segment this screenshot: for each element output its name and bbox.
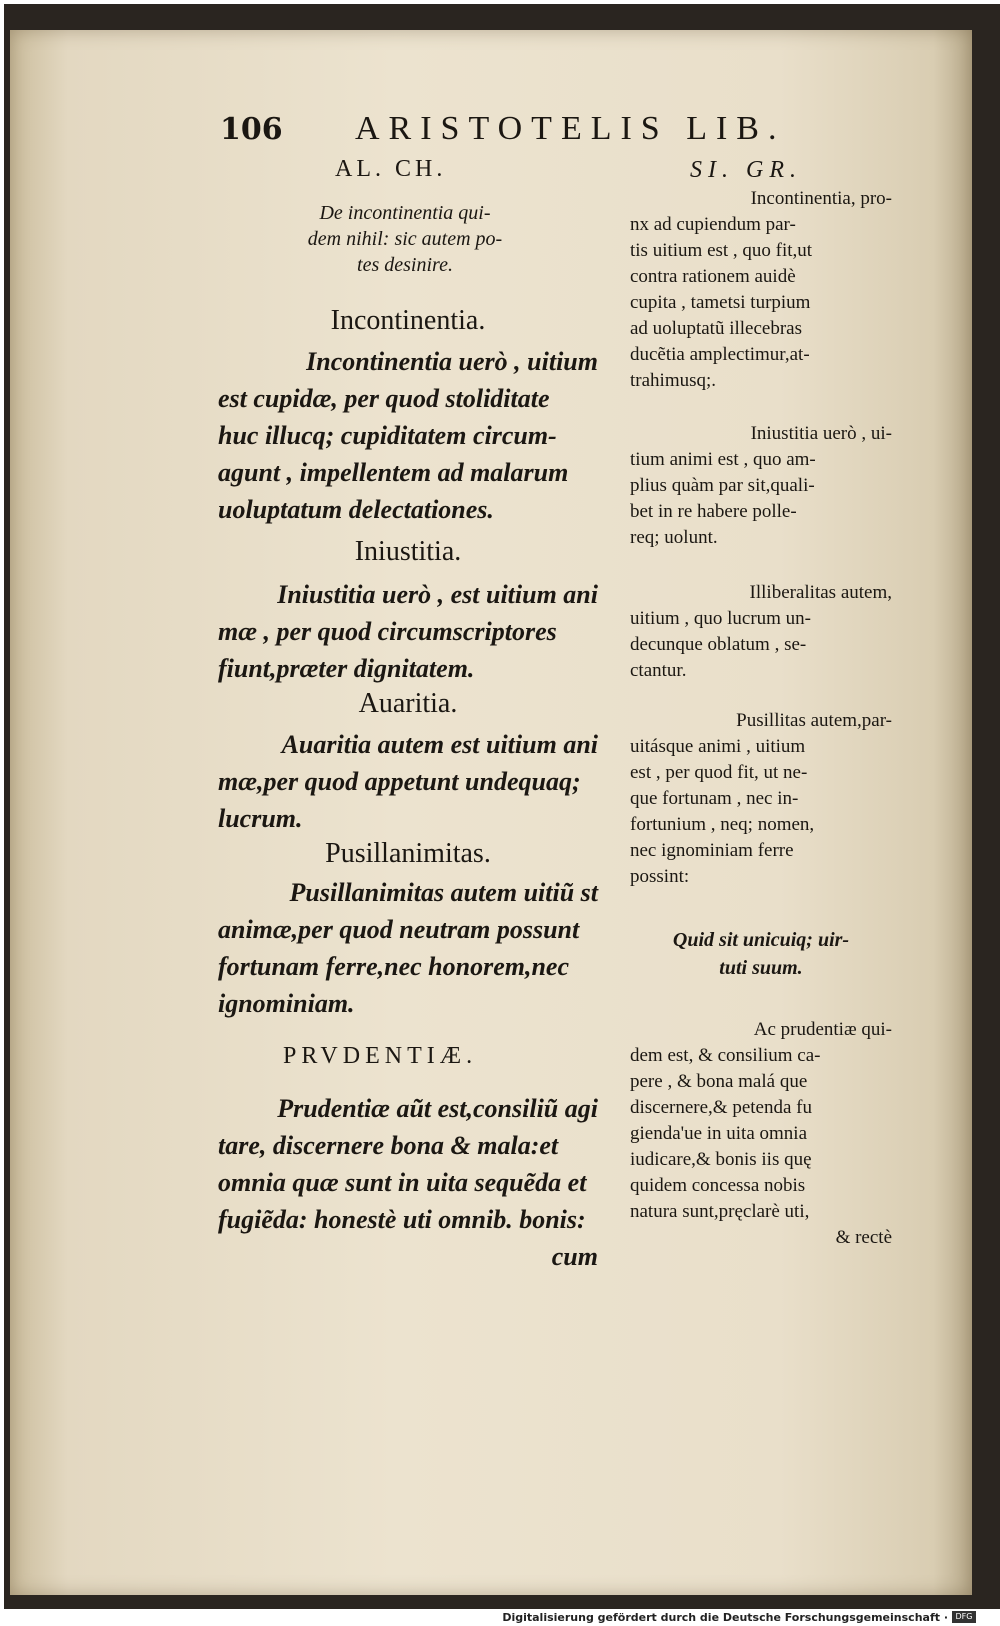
text-line: ad uoluptatũ illecebras — [630, 318, 802, 339]
prudentiae-text — [218, 1090, 598, 1275]
right-text-block — [630, 421, 892, 551]
text-line: animæ,per quod neutram possunt — [218, 915, 580, 944]
text-line: uitium , quo lucrum un- — [630, 608, 812, 629]
section-text — [218, 343, 598, 528]
footer-text: Digitalisierung gefördert durch die Deutsche Forschungsgemeinschaft · — [502, 1611, 948, 1624]
text-line: Auaritia autem est uitium ani — [281, 730, 598, 759]
text-line: mæ,per quod appetunt undequaq; — [218, 767, 581, 796]
text-line: tis uitium est , quo fit,ut — [630, 240, 813, 261]
section-heading: Incontinentia. — [330, 305, 486, 336]
text-line: nx ad cupiendum par- — [630, 214, 796, 235]
text-line: tium animi est , quo am- — [630, 449, 816, 470]
text-line: Incontinentia uerò , uitium — [306, 347, 598, 376]
text-line: cupita , tametsi turpium — [630, 292, 811, 313]
text-line: tare, discernere bona & mala:et — [218, 1131, 559, 1160]
section-text — [218, 874, 598, 1022]
text-line: ignominiam. — [218, 989, 355, 1018]
right-text-block — [630, 580, 892, 684]
catchword: & rectè — [835, 1227, 892, 1248]
text-line: Iniustitia uerò , est uitium ani — [277, 580, 598, 609]
text-line: trahimusq;. — [630, 370, 717, 391]
text-line: Pusillanimitas autem uitiũ st — [289, 878, 598, 907]
text-line: que fortunam , nec in- — [630, 788, 799, 809]
right-column-head: SI. GR. — [690, 157, 802, 183]
text-line: Ac prudentiæ qui- — [753, 1019, 892, 1040]
right-title — [630, 926, 892, 982]
text-line: Illiberalitas autem, — [749, 582, 892, 603]
text-line: fortunam ferre,nec honorem,nec — [218, 952, 569, 981]
text-line: Pusillitas autem,par- — [736, 710, 892, 731]
page-number: 106 — [220, 112, 283, 147]
text-line: pere , & bona malá que — [630, 1071, 808, 1092]
text-line: nec ignominiam ferre — [630, 840, 794, 861]
text-line: De incontinentia qui- — [319, 202, 491, 224]
text-line: decunque oblatum , se- — [630, 634, 807, 655]
text-line: contra rationem auidè — [630, 266, 796, 287]
text-line: huc illucq; cupiditatem circum- — [218, 421, 557, 450]
text-line: natura sunt,pręclarè uti, — [630, 1201, 810, 1222]
text-line: ducẽtia amplectimur,at- — [630, 344, 810, 365]
left-intro — [255, 200, 555, 278]
right-text-block — [630, 708, 892, 890]
text-line: req; uolunt. — [630, 527, 718, 548]
prudentiae-heading: PRVDENTIÆ. — [283, 1043, 478, 1069]
text-line: dem est, & consilium ca- — [630, 1045, 821, 1066]
text-line: iudicare,& bonis iis quę — [630, 1149, 812, 1170]
text-line: est , per quod fit, ut ne- — [630, 762, 808, 783]
dfg-logo-icon: DFG — [952, 1611, 976, 1623]
text-line: uoluptatum delectationes. — [218, 495, 494, 524]
text-line: fugiẽda: honestè uti omnib. bonis: — [218, 1205, 586, 1234]
text-line: omnia quæ sunt in uita sequẽda et — [218, 1168, 587, 1197]
text-line: fortunium , neq; nomen, — [630, 814, 815, 835]
text-line: ctantur. — [630, 660, 687, 681]
text-line: bet in re habere polle- — [630, 501, 797, 522]
text-line: quidem concessa nobis — [630, 1175, 806, 1196]
section-text — [218, 576, 598, 687]
text-line: tes desinire. — [357, 254, 453, 276]
left-column-head: AL. CH. — [335, 156, 447, 182]
text-line: Quid sit unicuiq; uir- — [672, 929, 850, 951]
text-line: agunt , impellentem ad malarum — [218, 458, 569, 487]
section-heading: Auaritia. — [358, 688, 458, 719]
right-text-block — [630, 1017, 892, 1251]
text-line: fiunt,præter dignitatem. — [218, 654, 475, 683]
text-line: est cupidæ, per quod stoliditate — [218, 384, 550, 413]
section-heading: Iniustitia. — [354, 536, 462, 567]
text-line: Iniustitia uerò , ui- — [750, 423, 892, 444]
right-text-block — [630, 186, 892, 394]
section-heading: Pusillanimitas. — [325, 838, 491, 869]
catchword: cum — [551, 1242, 598, 1271]
text-line: dem nihil: sic autem po- — [307, 228, 503, 250]
text-line: mæ , per quod circumscriptores — [218, 617, 557, 646]
text-line: discernere,& petenda fu — [630, 1097, 812, 1118]
section-text — [218, 726, 598, 837]
text-line: uitásque animi , uitium — [630, 736, 806, 757]
text-line: tuti suum. — [719, 957, 803, 979]
running-head: ARISTOTELIS LIB. — [355, 110, 786, 147]
text-line: Incontinentia, pro- — [750, 188, 892, 209]
footer-bar — [0, 1609, 1000, 1626]
text-line: lucrum. — [218, 804, 303, 833]
text-line: plius quàm par sit,quali- — [630, 475, 815, 496]
text-line: possint: — [630, 866, 690, 887]
text-line: gienda'ue in uita omnia — [630, 1123, 808, 1144]
text-line: Prudentiæ aũt est,consiliũ agi — [277, 1094, 598, 1123]
